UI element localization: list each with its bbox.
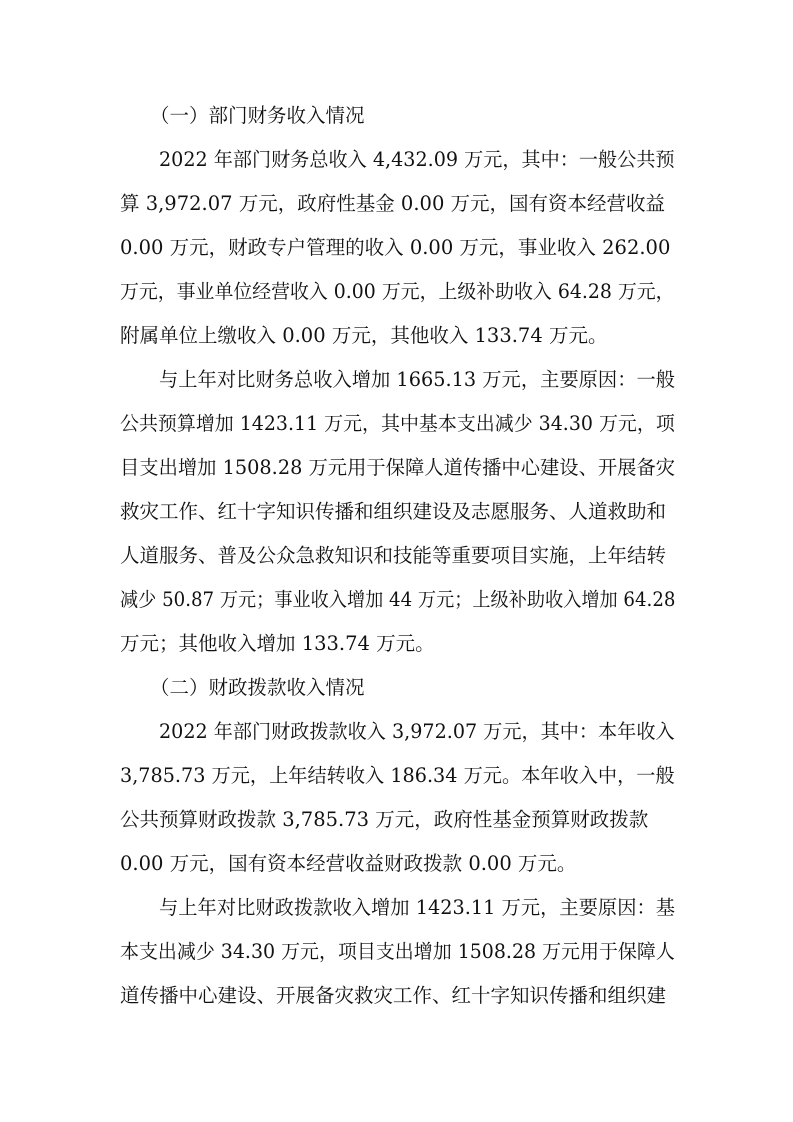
paragraph-line: 人道服务、普及公众急救知识和技能等重要项目实施，上年结转 <box>120 544 667 567</box>
paragraph-line: 减少 50.87 万元；事业收入增加 44 万元；上级补助收入增加 64.28 <box>120 588 676 611</box>
paragraph-line: 与上年对比财政拨款收入增加 1423.11 万元，主要原因：基 <box>159 896 676 919</box>
paragraph-line: 2022 年部门财政拨款收入 3,972.07 万元，其中：本年收入 <box>159 720 675 743</box>
section-heading-1: （一）部门财务收入情况 <box>150 104 365 127</box>
paragraph-line: 救灾工作、红十字知识传播和组织建设及志愿服务、人道救助和 <box>120 500 667 523</box>
paragraph-line: 万元，事业单位经营收入 0.00 万元，上级补助收入 64.28 万元， <box>120 280 675 303</box>
paragraph-line: 算 3,972.07 万元，政府性基金 0.00 万元，国有资本经营收益 <box>120 192 666 215</box>
paragraph-line: 公共预算增加 1423.11 万元，其中基本支出减少 34.30 万元，项 <box>120 412 675 435</box>
paragraph-line: 3,785.73 万元，上年结转收入 186.34 万元。本年收入中，一般 <box>120 764 675 787</box>
paragraph-line: 本支出减少 34.30 万元，项目支出增加 1508.28 万元用于保障人 <box>120 940 675 963</box>
paragraph-line: 公共预算财政拨款 3,785.73 万元，政府性基金预算财政拨款 <box>120 808 649 831</box>
paragraph-line: 0.00 万元，国有资本经营收益财政拨款 0.00 万元。 <box>120 852 577 875</box>
paragraph-line: 道传播中心建设、开展备灾救灾工作、红十字知识传播和组织建 <box>120 984 667 1007</box>
paragraph-line: 2022 年部门财务总收入 4,432.09 万元，其中：一般公共预 <box>159 148 675 171</box>
paragraph-line: 与上年对比财务总收入增加 1665.13 万元，主要原因：一般 <box>159 368 676 391</box>
section-heading-2: （二）财政拨款收入情况 <box>150 676 365 699</box>
paragraph-line: 0.00 万元，财政专户管理的收入 0.00 万元，事业收入 262.00 <box>120 236 671 259</box>
paragraph-line: 万元；其他收入增加 133.74 万元。 <box>120 632 435 655</box>
paragraph-line: 目支出增加 1508.28 万元用于保障人道传播中心建设、开展备灾 <box>120 456 676 479</box>
paragraph-line: 附属单位上缴收入 0.00 万元，其他收入 133.74 万元。 <box>120 324 608 347</box>
